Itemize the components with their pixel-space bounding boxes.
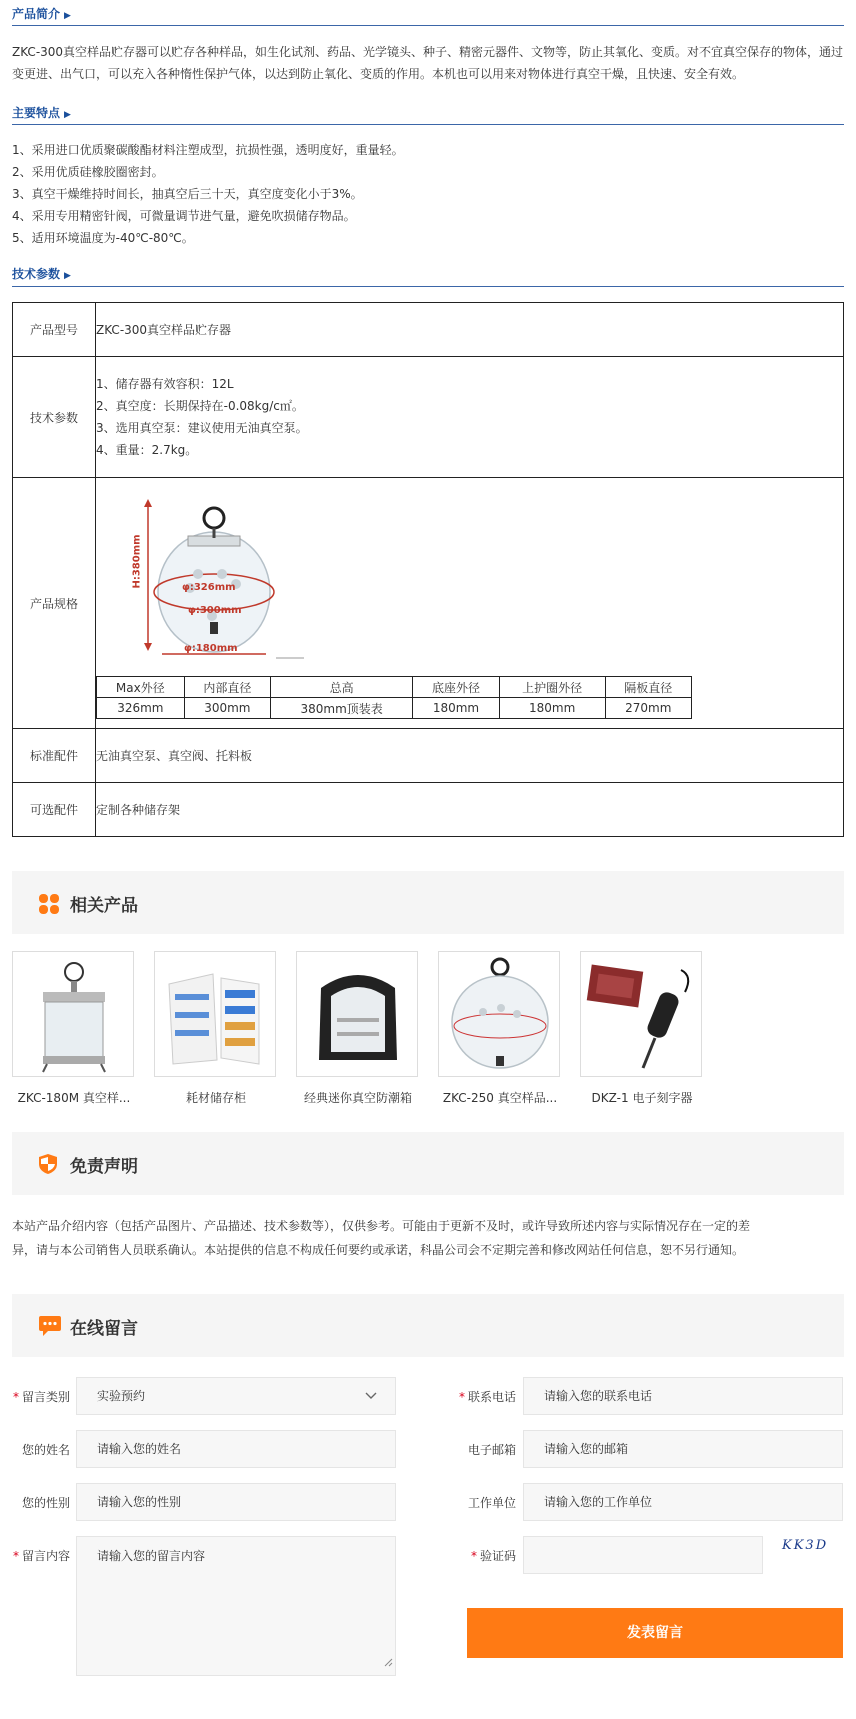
category-select[interactable] — [76, 1377, 396, 1415]
dims-value: 270mm — [605, 698, 691, 719]
spec-value: ZKC-300真空样品贮存器 — [96, 303, 844, 357]
dims-header-row — [97, 677, 692, 698]
dims-value-row — [97, 698, 692, 719]
dims-value: 180mm — [413, 698, 499, 719]
dims-header: 隔板直径 — [605, 677, 691, 698]
email-input[interactable]: 请输入您的邮箱 — [523, 1430, 843, 1468]
required-mark: * — [12, 1390, 19, 1404]
spec-row-standard — [13, 729, 844, 783]
feature-item: 1、采用进口优质聚碳酸酯材料注塑成型，抗损性强，透明度好，重量轻。 — [12, 143, 404, 157]
name-label: 您的姓名 — [21, 1443, 70, 1457]
related-product-card[interactable] — [296, 951, 420, 1106]
grid-flower-icon — [38, 893, 60, 918]
related-product-name[interactable]: DKZ-1 电子刻字器 — [591, 1091, 693, 1105]
section-title-features: 主要特点 ▶ — [12, 106, 71, 120]
engraver-image[interactable] — [580, 951, 702, 1077]
section-divider — [12, 286, 844, 287]
triangle-right-icon: ▶ — [64, 11, 71, 21]
related-product-card[interactable] — [154, 951, 278, 1106]
name-input[interactable]: 请输入您的姓名 — [76, 1430, 396, 1468]
param-line: 2、真空度：长期保持在-0.08kg/c㎡。 — [96, 399, 304, 413]
dimensions-table — [96, 676, 692, 719]
intro-paragraph — [12, 41, 844, 85]
storage-cabinet-image[interactable] — [154, 951, 276, 1077]
section-divider — [12, 124, 844, 125]
spec-value: 无油真空泵、真空阀、托料板 — [96, 729, 844, 783]
captcha-label: * 验证码 — [470, 1549, 516, 1563]
related-products-header — [12, 871, 844, 934]
category-value: 实验预约 — [97, 1389, 146, 1403]
category-label: * 留言类别 — [12, 1390, 70, 1404]
features-list — [12, 139, 404, 249]
submit-button[interactable]: 发表留言 — [467, 1608, 843, 1658]
related-product-name[interactable]: ZKC-250 真空样品... — [442, 1091, 558, 1105]
spec-row-optional — [13, 783, 844, 837]
dims-header: 总高 — [271, 677, 413, 698]
disclaimer-header — [12, 1132, 844, 1195]
related-product-name[interactable]: 经典迷你真空防潮箱 — [303, 1091, 412, 1105]
related-product-card[interactable] — [580, 951, 704, 1106]
feature-item: 4、采用专用精密针阀，可微量调节进气量，避免吹损储存物品。 — [12, 209, 356, 223]
dims-value: 326mm — [97, 698, 185, 719]
email-label: 电子邮箱 — [467, 1443, 516, 1457]
dims-header: 底座外径 — [413, 677, 499, 698]
spec-label: 标准配件 — [13, 729, 96, 783]
spec-value: 定制各种储存架 — [96, 783, 844, 837]
triangle-right-icon: ▶ — [64, 271, 71, 281]
captcha-image[interactable]: KK3D — [782, 1538, 829, 1553]
spec-label: 产品规格 — [13, 478, 96, 729]
vacuum-tank-image[interactable] — [12, 951, 134, 1077]
company-input[interactable]: 请输入您的工作单位 — [523, 1483, 843, 1521]
vacuum-container-diagram — [126, 496, 326, 664]
required-mark: * — [12, 1549, 19, 1563]
company-label: 工作单位 — [467, 1496, 516, 1510]
gender-label: 您的性别 — [21, 1496, 70, 1510]
mini-vacuum-box-image[interactable] — [296, 951, 418, 1077]
dims-header: Max外径 — [97, 677, 185, 698]
spec-label: 产品型号 — [13, 303, 96, 357]
param-line: 3、选用真空泵：建议使用无油真空泵。 — [96, 421, 308, 435]
feature-item: 2、采用优质硅橡胶圈密封。 — [12, 165, 164, 179]
section-title-specs: 技术参数 ▶ — [12, 267, 71, 281]
spec-row-size — [13, 478, 844, 729]
disclaimer-title: 免责声明 — [70, 1157, 138, 1177]
resize-handle-icon[interactable] — [383, 1653, 393, 1673]
diagram-diameter-label: φ:300mm — [188, 605, 242, 616]
spec-value — [96, 478, 844, 729]
dims-value: 180mm — [499, 698, 605, 719]
required-mark: * — [470, 1549, 477, 1563]
spec-table — [12, 302, 844, 837]
section-divider — [12, 25, 844, 26]
related-product-name[interactable]: ZKC-180M 真空样... — [17, 1091, 131, 1105]
content-placeholder: 请输入您的留言内容 — [97, 1549, 206, 1563]
content-label: * 留言内容 — [12, 1549, 70, 1563]
section-title-intro: 产品简介 ▶ — [12, 7, 71, 21]
vacuum-sphere-image[interactable] — [438, 951, 560, 1077]
disclaimer-text — [12, 1214, 844, 1262]
triangle-right-icon: ▶ — [64, 110, 71, 120]
spec-row-model — [13, 303, 844, 357]
related-products-title: 相关产品 — [70, 896, 138, 916]
product-diagram — [126, 496, 326, 664]
spec-label: 技术参数 — [13, 357, 96, 478]
chat-bubble-icon — [38, 1315, 62, 1340]
phone-input[interactable]: 请输入您的联系电话 — [523, 1377, 843, 1415]
spec-value — [96, 357, 844, 478]
intro-line: 变更进、出气口，可以充入各种惰性保护气体，以达到防止氧化、变质的作用。本机也可以用来对物体进行真空干燥，且快速、安全有效。 — [12, 67, 745, 81]
feature-item: 5、适用环境温度为-40℃-80℃。 — [12, 231, 194, 245]
feature-item: 3、真空干燥维持时间长，抽真空后三十天，真空度变化小于3%。 — [12, 187, 363, 201]
dims-value: 380mm顶装表 — [271, 698, 413, 719]
captcha-input[interactable] — [523, 1536, 763, 1574]
dims-header: 上护圈外径 — [499, 677, 605, 698]
param-line: 1、储存器有效容积：12L — [96, 377, 234, 391]
spec-row-params — [13, 357, 844, 478]
diagram-diameter-label: φ:326mm — [182, 582, 236, 593]
dims-header: 内部直径 — [184, 677, 270, 698]
disclaimer-line: 本站产品介绍内容（包括产品图片、产品描述、技术参数等），仅供参考。可能由于更新不及时，或许导致所述内容与实际情况存在一定的差 — [12, 1219, 751, 1233]
content-textarea[interactable] — [76, 1536, 396, 1676]
related-product-name[interactable]: 耗材储存柜 — [185, 1091, 246, 1105]
phone-label: * 联系电话 — [458, 1390, 516, 1404]
dims-value: 300mm — [184, 698, 270, 719]
param-line: 4、重量：2.7kg。 — [96, 443, 198, 457]
gender-input[interactable]: 请输入您的性别 — [76, 1483, 396, 1521]
disclaimer-line: 异，请与本公司销售人员联系确认。本站提供的信息不构成任何要约或承诺，科晶公司会不定期完善和修改网站任何信息，恕不另行通知。 — [12, 1243, 745, 1257]
intro-line: ZKC-300真空样品贮存器可以贮存各种样品，如生化试剂、药品、光学镜头、种子、精密元器件、文物等，防止其氧化、变质。对不宜真空保存的物体，通过 — [12, 45, 844, 59]
diagram-diameter-label: φ:180mm — [184, 643, 238, 654]
shield-icon — [38, 1153, 58, 1178]
message-header — [12, 1294, 844, 1357]
diagram-height-label: H:380mm — [131, 534, 143, 589]
message-title: 在线留言 — [70, 1319, 138, 1339]
related-product-card[interactable] — [12, 951, 136, 1106]
spec-label: 可选配件 — [13, 783, 96, 837]
related-product-card[interactable] — [438, 951, 562, 1106]
chevron-down-icon — [365, 1378, 377, 1414]
required-mark: * — [458, 1390, 465, 1404]
